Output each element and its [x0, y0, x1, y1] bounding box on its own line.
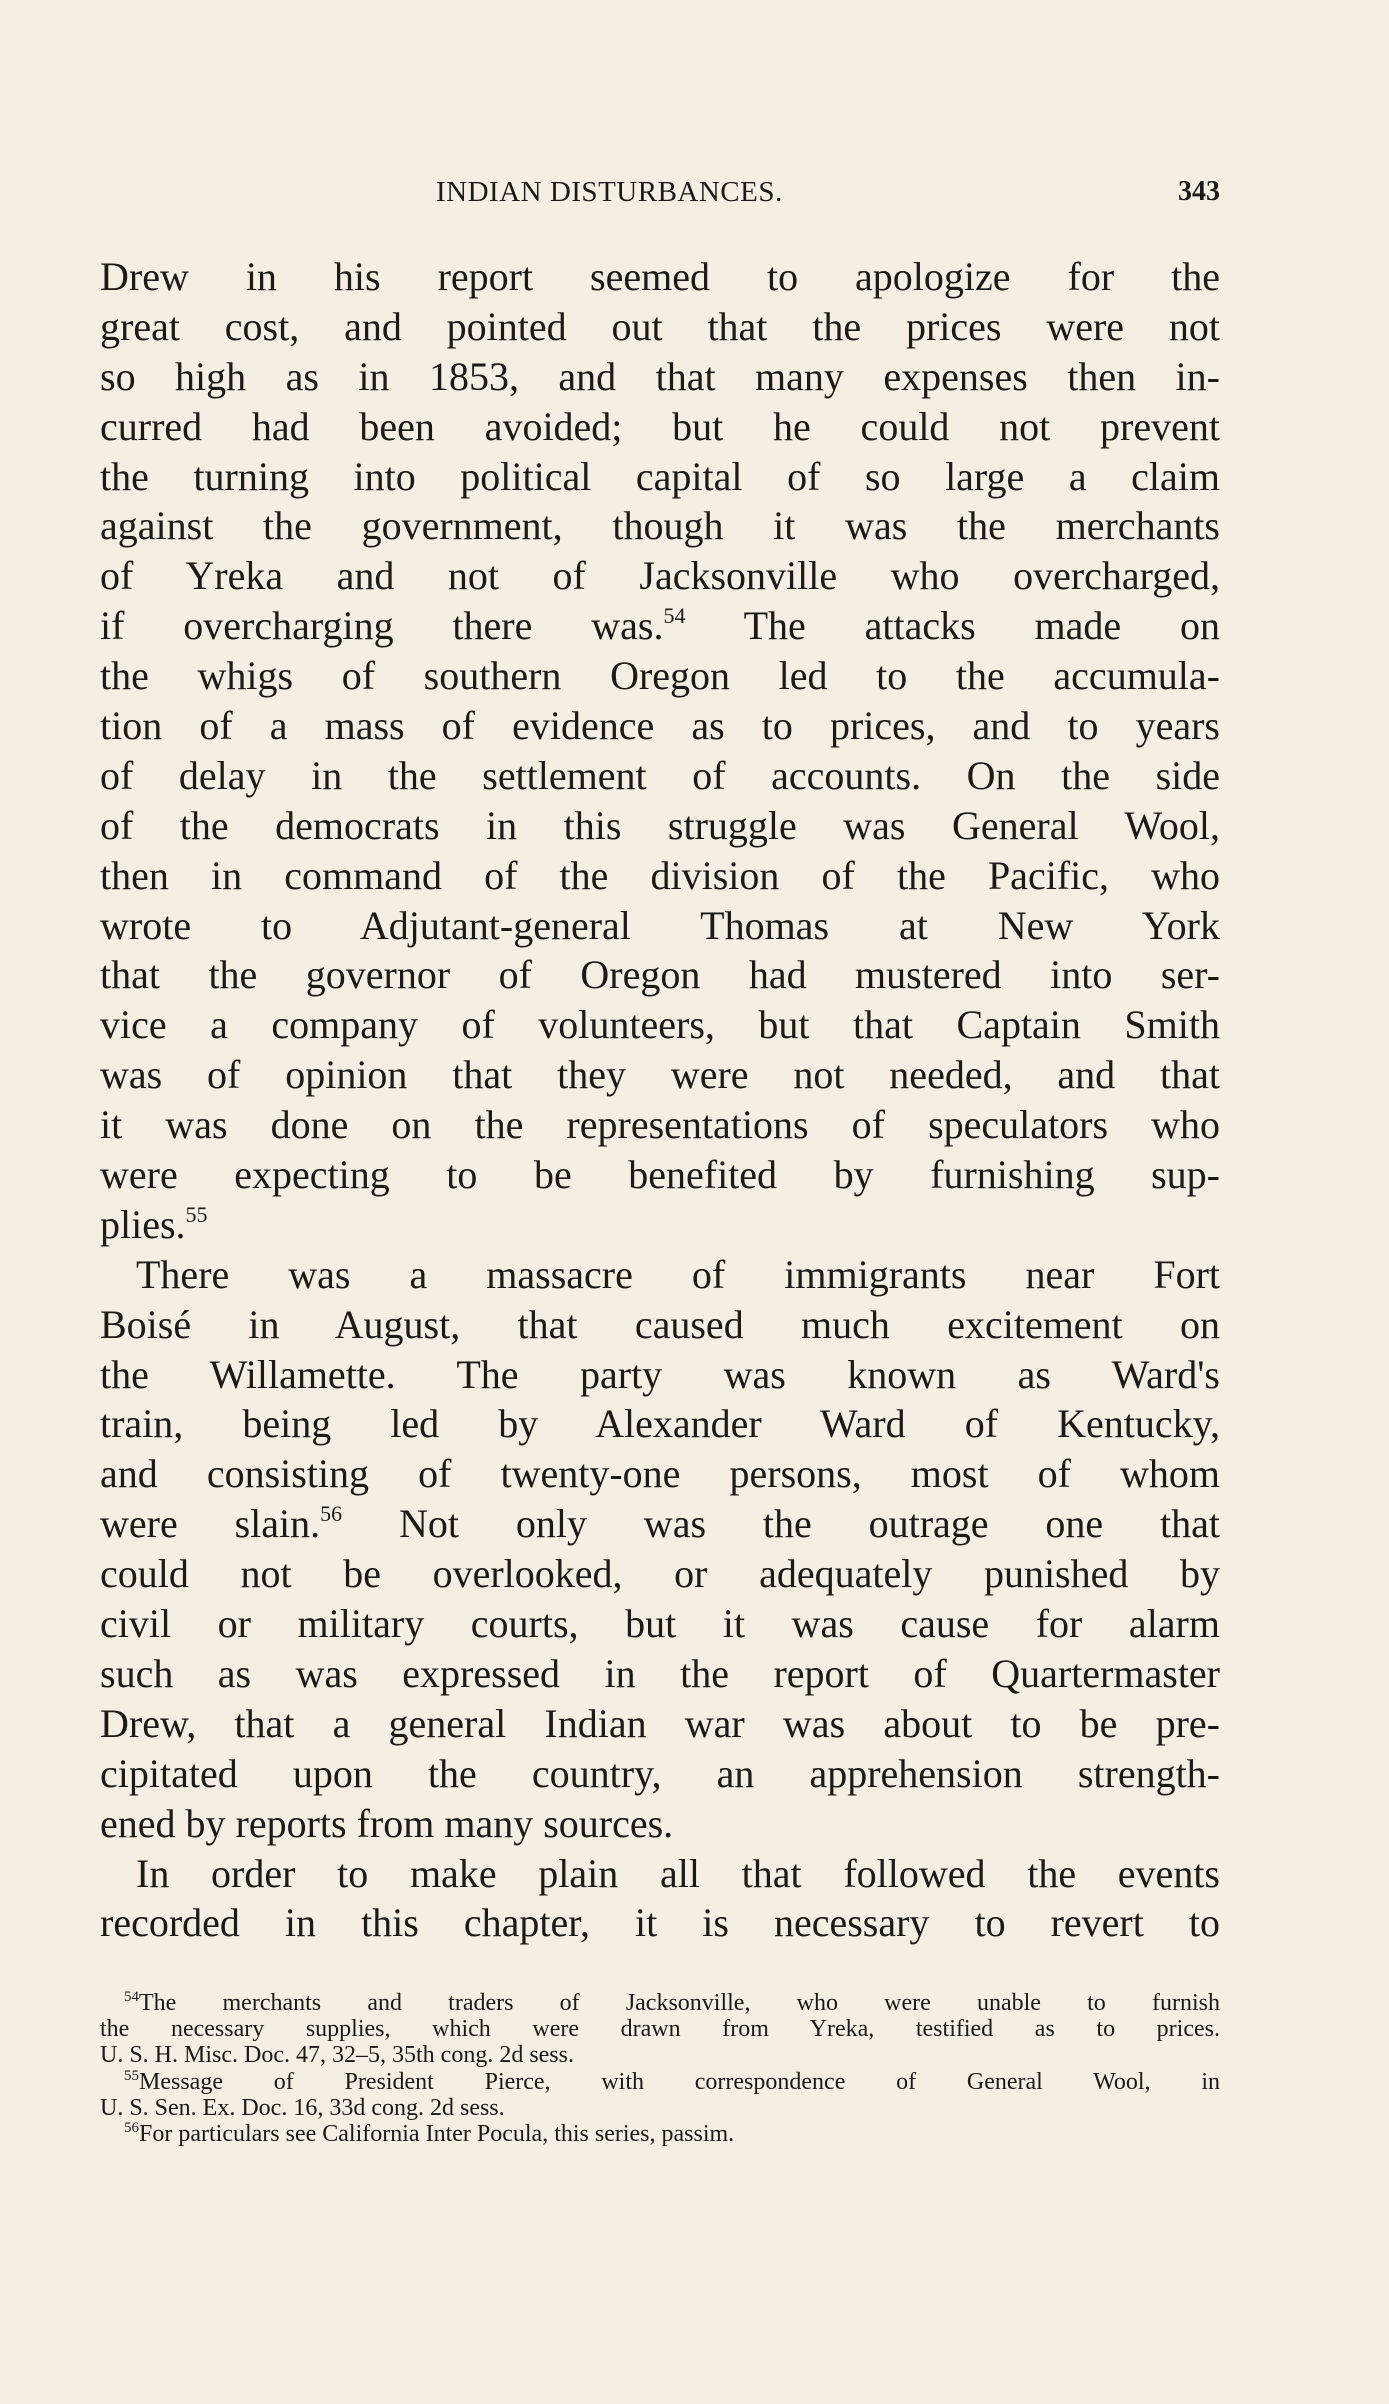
text-line: and consisting of twenty-one persons, most of whom: [100, 1451, 1220, 1497]
text-line: then in command of the division of the Pacific, who: [100, 852, 1220, 898]
footnote-55: $^{55}$Message of President Pierce, with correspondence of General Wool, in: [124, 2067, 1220, 2095]
text-line: In order to make plain all that followed the events: [136, 1850, 1220, 1896]
footnote-ref-56: 56: [320, 1501, 343, 1527]
text-line: against the government, though it was the merchants: [100, 503, 1220, 549]
text-line: Boisé in August, that caused much excitement on: [100, 1301, 1220, 1347]
text-line: There was a massacre of immigrants near Fort: [136, 1251, 1220, 1297]
text-line: such as was expressed in the report of Quartermaster: [100, 1650, 1220, 1696]
text-line: of Yreka and not of Jacksonville who overcharged,: [100, 553, 1220, 599]
footnote-54: $^{54}$The merchants and traders of Jacksonville, who were unable to furnish: [124, 1989, 1220, 2016]
page-number: 343: [1178, 176, 1220, 207]
text-line: plies.$^{55}$: [100, 1201, 208, 1247]
text-line: was of opinion that they were not needed, and that: [100, 1052, 1220, 1098]
text-line: of delay in the settlement of accounts. On the side: [100, 752, 1220, 798]
footnote-56: $^{56}$For particulars see California Inter Pocula, this series, passim.: [124, 2119, 735, 2147]
text-line: ened by reports from many sources.: [100, 1800, 674, 1846]
text-line: were expecting to be benefited by furnishing sup-: [100, 1152, 1220, 1198]
footnotes: [100, 1990, 1220, 2147]
text-line: curred had been avoided; but he could not prevent: [100, 403, 1220, 449]
text-line: great cost, and pointed out that the prices were not: [100, 303, 1220, 349]
footnote-line: U. S. H. Misc. Doc. 47, 32–5, 35th cong. 2d sess.: [100, 2042, 574, 2069]
text-line: were slain.$^{56}$ Not only was the outrage one that: [100, 1501, 1220, 1547]
footnote-line: the necessary supplies, which were drawn from Yreka, testified as to prices.: [100, 2016, 1220, 2043]
text-line: train, being led by Alexander Ward of Kentucky,: [100, 1401, 1220, 1447]
footnote-line: U. S. Sen. Ex. Doc. 16, 33d cong. 2d sess.: [100, 2094, 505, 2121]
text-line: of the democrats in this struggle was General Wool,: [100, 802, 1220, 848]
text-line: vice a company of volunteers, but that Captain Smith: [100, 1002, 1220, 1048]
text-line: the whigs of southern Oregon led to the accumula-: [100, 653, 1220, 699]
text-line: if overcharging there was.$^{54}$ The attacks made on: [100, 603, 1221, 649]
running-title: INDIAN DISTURBANCES.: [436, 176, 783, 208]
body-text: [100, 252, 1220, 1948]
footnote-ref-54: 54: [663, 603, 686, 629]
text-line: wrote to Adjutant-general Thomas at New York: [100, 902, 1220, 948]
page-header: [100, 172, 1220, 212]
text-line: Drew, that a general Indian war was about to be pre-: [100, 1700, 1220, 1746]
text-line: tion of a mass of evidence as to prices, and to years: [100, 703, 1220, 749]
text-line: the turning into political capital of so large a claim: [100, 453, 1220, 499]
text-line: so high as in 1853, and that many expenses then in-: [100, 353, 1220, 399]
text-line: could not be overlooked, or adequately punished by: [100, 1551, 1220, 1597]
text-line: civil or military courts, but it was cause for alarm: [100, 1601, 1220, 1647]
text-line: it was done on the representations of speculators who: [100, 1102, 1220, 1148]
text-line: that the governor of Oregon had mustered into ser-: [100, 952, 1220, 998]
text-line: cipitated upon the country, an apprehension strength-: [100, 1750, 1220, 1796]
text-line: recorded in this chapter, it is necessary to revert to: [100, 1900, 1220, 1946]
text-line: the Willamette. The party was known as Ward's: [100, 1351, 1220, 1397]
footnote-ref-55: 55: [185, 1201, 208, 1227]
text-line: Drew in his report seemed to apologize for the: [100, 254, 1220, 299]
